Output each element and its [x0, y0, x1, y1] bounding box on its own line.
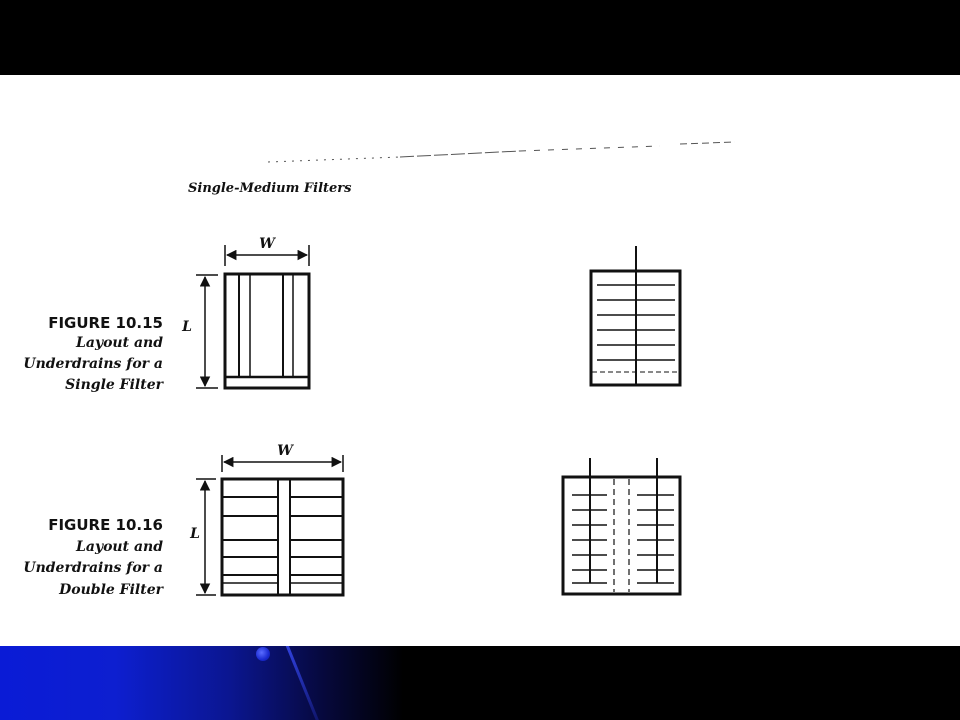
- figure-10-16-number: FIGURE 10.16: [48, 516, 163, 534]
- figure-10-16-caption-line-3: Double Filter: [59, 582, 163, 598]
- double-filter-underdrains: [563, 458, 680, 594]
- figure-10-16-caption-line-2: Underdrains for a: [23, 560, 163, 576]
- section-heading: Single-Medium Filters: [188, 181, 352, 196]
- figure-10-16-width-label: W: [277, 443, 293, 459]
- figure-10-15-caption-line-1: Layout and: [76, 335, 163, 351]
- single-filter-underdrains: [591, 246, 680, 385]
- single-filter-plan: [225, 274, 309, 388]
- figure-10-15-number: FIGURE 10.15: [48, 314, 163, 332]
- figure-10-16-length-label: L: [190, 526, 200, 542]
- figure-10-15-length-label: L: [182, 319, 192, 335]
- figure-10-15-caption-line-3: Single Filter: [65, 377, 163, 393]
- figure-10-15-length-dimension: [196, 275, 218, 388]
- scan-artifact-lines: [268, 142, 735, 162]
- figure-10-15-caption-line-2: Underdrains for a: [23, 356, 163, 372]
- figure-10-15-width-label: W: [259, 236, 275, 252]
- figure-10-16-caption-line-1: Layout and: [76, 539, 163, 555]
- figure-10-15-caption: [23, 314, 164, 393]
- double-filter-plan: [222, 479, 343, 595]
- figure-10-16-caption: [23, 516, 164, 598]
